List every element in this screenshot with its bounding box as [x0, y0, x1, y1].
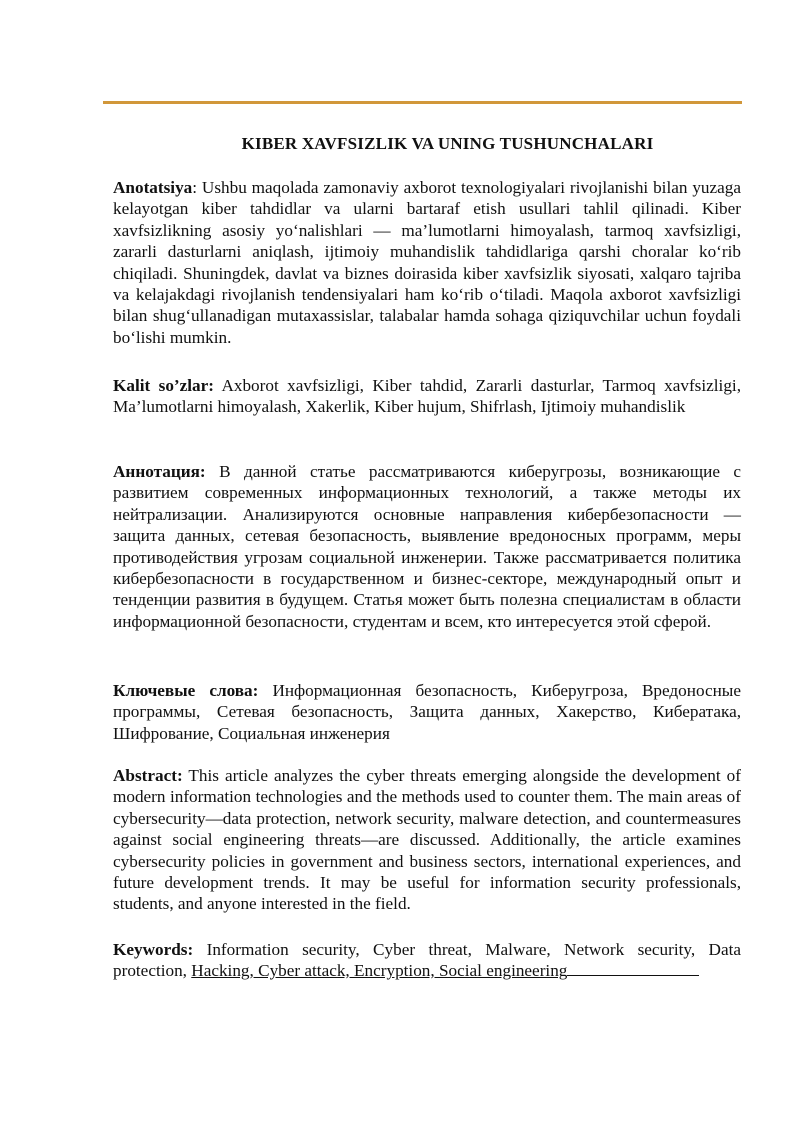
abstract-english — [113, 765, 741, 915]
abstract-uzbek-label: Anotatsiya — [113, 178, 193, 197]
keywords-uzbek-label: Kalit so’zlar: — [113, 376, 214, 395]
abstract-russian-text: В данной статье рассматриваются киберугрозы, возникающие с развитием современных информационных технологий, а также методы их нейтрализации. Анализируются основные направления кибербезопасности — защита данных, сетевая безопасность, выявление вредоносных программ, меры противодействия угрозам социальной инженерии. Также рассматривается политика кибербезопасности в государственном и бизнес-секторе, международный опыт и тенденции развития в будущем. Статья может быть полезна специалистам в области информационной безопасности, студентам и всем, кто интересуется этой сферой. — [113, 462, 741, 631]
abstract-english-label: Abstract: — [113, 766, 183, 785]
abstract-uzbek-text: : Ushbu maqolada zamonaviy axborot texnologiyalari rivojlanishi bilan yuzaga kelayotgan kiber tahdidlar va ularni bartaraf etish usullari tahlil qilinadi. Kiber xavfsizlikning asosiy yo‘nalishlari — ma’lumotlarni himoyalash, tarmoq xavfsizligi, zararli dasturlarni aniqlash, ijtimoiy muhandislik tahdidlariga qarshi choralar ko‘rib chiqiladi. Shuningdek, davlat va biznes doirasida kiber xavfsizlik siyosati, xalqaro tajriba va kelajakdagi rivojlanish tendensiyalari ham ko‘rib o‘tiladi. Maqola axborot xavfsizligi bilan shug‘ullanadigan mutaxassislar, talabalar hamda sohaga qiziquvchilar uchun foydali bo‘lishi mumkin. — [113, 178, 741, 347]
abstract-english-text: This article analyzes the cyber threats emerging alongside the development of modern information technologies and the methods used to counter them. The main areas of cybersecurity—data protection, network security, malware detection, and countermeasures against social engineering threats—are discussed. Additionally, the article examines cybersecurity policies in government and business sectors, international experiences, and future development trends. It may be useful for information security professionals, students, and anyone interested in the field. — [113, 766, 741, 914]
keywords-russian-text: Информационная безопасность, Киберугроза, Вредоносные программы, Сетевая безопасность, Защита данных, Хакерство, Кибератака, Шифрование, Социальная инженерия — [113, 681, 741, 743]
keywords-english-label: Keywords: — [113, 940, 194, 959]
keywords-uzbek — [113, 375, 741, 418]
keywords-uzbek-text: Axborot xavfsizligi, Kiber tahdid, Zararli dasturlar, Tarmoq xavfsizligi, Ma’lumotlarni himoyalash, Xakerlik, Kiber hujum, Shifrlash, Ijtimoiy muhandislik — [113, 376, 741, 417]
header-rule — [103, 101, 742, 104]
keywords-russian — [113, 680, 741, 744]
paper-title: KIBER XAVFSIZLIK VA UNING TUSHUNCHALARI — [241, 134, 654, 153]
abstract-uzbek — [113, 177, 741, 348]
abstract-russian-label: Аннотация: — [113, 462, 206, 481]
keywords-english — [113, 939, 741, 982]
abstract-russian — [113, 461, 741, 632]
keywords-english-text: Information security, Cyber threat, Malware, Network security, Data protection, — [113, 940, 741, 981]
underline-trail — [567, 961, 699, 976]
keywords-english-underlined: Hacking, Cyber attack, Encryption, Social engineering — [191, 961, 568, 981]
keywords-russian-label: Ключевые слова: — [113, 681, 259, 700]
